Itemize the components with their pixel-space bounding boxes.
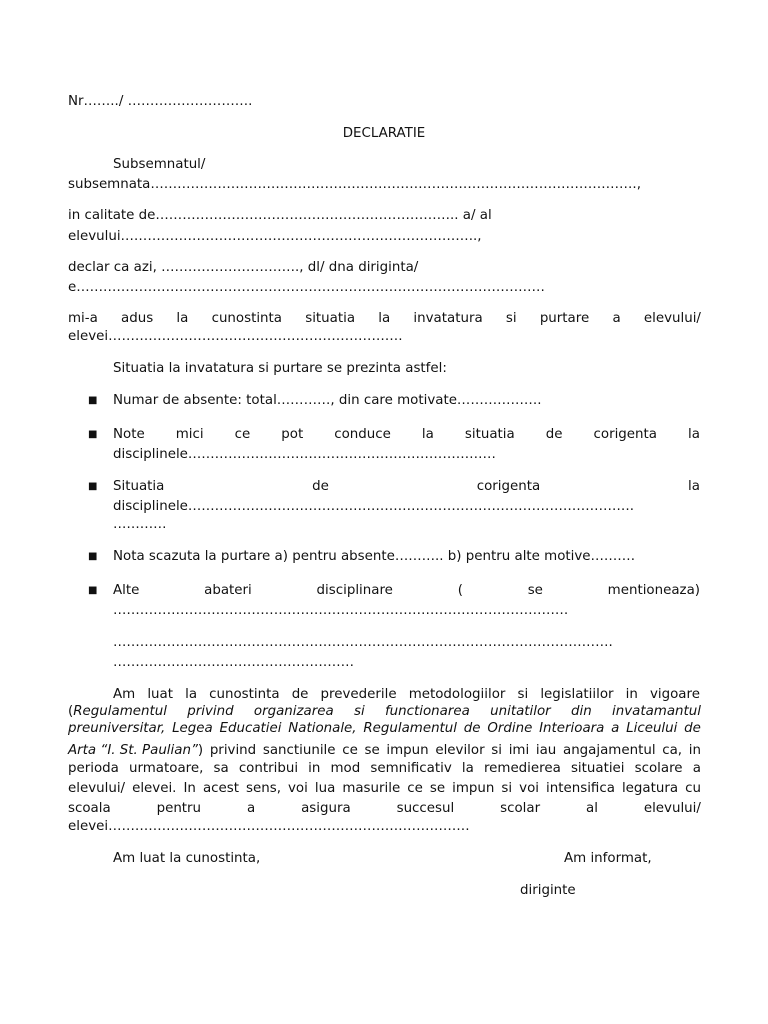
closing-line6 xyxy=(68,780,701,797)
word: pot xyxy=(281,427,304,442)
p4-line2: elevei………………………………………………………… xyxy=(68,329,403,344)
signature-left-label: Am luat la cunostinta, xyxy=(113,851,261,866)
word: abateri xyxy=(204,583,252,598)
word: se xyxy=(364,743,380,758)
word: mi-a xyxy=(68,311,98,326)
word: Situatia xyxy=(113,479,165,494)
word: si xyxy=(505,311,517,326)
word: de xyxy=(312,479,329,494)
word: si xyxy=(517,687,529,702)
word: ) xyxy=(197,743,204,758)
word: a xyxy=(612,311,621,326)
word: functionarea xyxy=(384,704,470,719)
p1-line1: Subsemnatul/ xyxy=(113,157,206,172)
word: Regulamentul xyxy=(363,721,458,736)
closing-line1 xyxy=(113,686,700,703)
word: conduce xyxy=(334,427,391,442)
word: la xyxy=(688,479,700,494)
word: ( xyxy=(457,583,463,598)
word: remedierea xyxy=(483,761,561,776)
word: Regulamentul xyxy=(73,704,167,719)
word: Legea xyxy=(172,721,213,736)
word: mod xyxy=(330,761,361,776)
word: la xyxy=(378,311,391,326)
p2-line1: in calitate de………………………………………………………….. a/ al xyxy=(68,208,492,223)
bullet-marker: ■ xyxy=(88,395,98,406)
bullet-low-grades-line2: disciplinele…………………………………………………………… xyxy=(113,447,496,462)
bullet-other-line1 xyxy=(113,582,700,599)
bullet-absences: Numar de absente: total…………, din care motivate………………. xyxy=(113,393,542,408)
word: urmatoare, xyxy=(129,761,204,776)
bullet-corigenta-line3: ………… xyxy=(113,517,167,532)
p3-line2: e…………………………………………………………………………………………… xyxy=(68,280,545,295)
word: corigenta xyxy=(476,479,541,494)
word: Ordine xyxy=(487,721,533,736)
situation-intro: Situatia la invatatura si purtare se prezinta astfel: xyxy=(113,361,447,376)
word: contribui xyxy=(238,761,299,776)
word: ca, xyxy=(662,743,683,758)
word: Note xyxy=(113,427,145,442)
word: la xyxy=(461,761,474,776)
closing-line3 xyxy=(68,720,701,737)
word: in xyxy=(688,743,701,758)
word: invatatura xyxy=(413,311,483,326)
word: disciplinare xyxy=(316,583,393,598)
word: scolare xyxy=(634,761,683,776)
word: voi xyxy=(519,781,539,796)
word: legislatiilor xyxy=(540,687,614,702)
word: Am xyxy=(113,687,136,702)
closing-line4-rest xyxy=(198,742,701,759)
word: perioda xyxy=(68,761,119,776)
word: intensifica xyxy=(546,781,615,796)
word: al xyxy=(586,801,598,816)
word: si xyxy=(491,743,502,758)
word: iau xyxy=(535,743,557,758)
word: de xyxy=(684,721,701,736)
word: la xyxy=(176,311,189,326)
word: cu xyxy=(685,781,701,796)
word: masurile xyxy=(342,781,401,796)
bullet-marker: ■ xyxy=(88,551,98,562)
word: ce xyxy=(234,427,251,442)
word: voi xyxy=(287,781,308,796)
word: purtare xyxy=(539,311,590,326)
word: unitatilor xyxy=(490,704,551,719)
word: cunostinta xyxy=(209,687,280,702)
word: a xyxy=(611,721,620,736)
word: privind xyxy=(187,704,234,719)
word: pentru xyxy=(156,801,202,816)
word: sens, xyxy=(246,781,281,796)
word: legatura xyxy=(621,781,679,796)
word: in xyxy=(625,687,638,702)
bullet-conduct-grade: Nota scazuta la purtare a) pentru absente……….. b) pentru alte motive………. xyxy=(113,549,635,564)
word: sa xyxy=(213,761,229,776)
word: elevului/ xyxy=(643,801,701,816)
word: la xyxy=(185,687,198,702)
bullet-corigenta-line1 xyxy=(113,478,700,495)
word: din xyxy=(570,704,592,719)
word: elevei. xyxy=(132,781,177,796)
word: lua xyxy=(314,781,336,796)
word: Nationale, xyxy=(288,721,357,736)
word: succesul xyxy=(396,801,455,816)
closing-line2-italic xyxy=(73,703,701,720)
word: ce xyxy=(342,743,358,758)
bullet-corigenta-line2: disciplinele………………………………………………………………………………………. xyxy=(113,499,635,514)
bullet-other-line4: ……………………………………………… xyxy=(113,655,355,670)
word: de xyxy=(291,687,309,702)
word: elevului/ xyxy=(68,781,126,796)
word: organizarea xyxy=(253,704,334,719)
word: elevului/ xyxy=(643,311,701,326)
word: la xyxy=(421,427,434,442)
word: in xyxy=(308,761,321,776)
word: mentioneaza) xyxy=(607,583,700,598)
word: In xyxy=(183,781,196,796)
word: la xyxy=(688,427,700,442)
word: si xyxy=(353,704,365,719)
word: scoala xyxy=(68,801,111,816)
word: corigenta xyxy=(593,427,657,442)
open-paren: ( xyxy=(68,704,74,719)
p2-line2: elevului…………………………………………………………………….., xyxy=(68,229,482,244)
word: se xyxy=(429,781,446,796)
word: Liceului xyxy=(626,721,678,736)
closing-line2 xyxy=(68,703,701,720)
signature-role: diriginte xyxy=(520,883,576,898)
word: luat xyxy=(147,687,173,702)
word: a xyxy=(692,761,701,776)
word: impun xyxy=(386,743,429,758)
word: situatia xyxy=(464,427,515,442)
word: ce xyxy=(407,781,423,796)
closing-line4 xyxy=(68,742,701,759)
word: preuniversitar, xyxy=(68,721,166,736)
word: de xyxy=(545,427,563,442)
word: Interioara xyxy=(539,721,605,736)
closing-line5 xyxy=(68,760,701,777)
bullet-low-grades-line1 xyxy=(113,426,700,443)
word: cunostinta xyxy=(211,311,282,326)
word: prevederile xyxy=(320,687,397,702)
word: semnificativ xyxy=(370,761,452,776)
closing-line8: elevei……………………………………………………………………… xyxy=(68,819,470,834)
bullet-other-line3: …………………………………………………………………………………………………. xyxy=(113,635,613,650)
p4-line1 xyxy=(68,310,701,327)
word: asigura xyxy=(301,801,351,816)
word: si xyxy=(501,781,513,796)
bullet-marker: ■ xyxy=(88,429,98,440)
word: privind xyxy=(209,743,257,758)
closing-line7 xyxy=(68,800,701,817)
p1-line2: subsemnata………………………………………………………………………………………………., xyxy=(68,177,641,192)
word: metodologiilor xyxy=(408,687,506,702)
word: de xyxy=(463,721,481,736)
word: sanctiunile xyxy=(262,743,336,758)
word: vigoare xyxy=(649,687,700,702)
bullet-marker: ■ xyxy=(88,585,98,596)
word: situatiei xyxy=(570,761,625,776)
p3-line1: declar ca azi, …………………………., dl/ dna diriginta/ xyxy=(68,260,419,275)
word: acest xyxy=(202,781,239,796)
word: se xyxy=(527,583,543,598)
word: mici xyxy=(175,427,204,442)
word: scolar xyxy=(500,801,541,816)
word: Educatiei xyxy=(219,721,282,736)
word: elevilor xyxy=(435,743,485,758)
bullet-marker: ■ xyxy=(88,481,98,492)
word: a xyxy=(246,801,256,816)
signature-right-label: Am informat, xyxy=(564,851,652,866)
word: Alte xyxy=(113,583,140,598)
word: angajamentul xyxy=(562,743,656,758)
word: invatamantul xyxy=(611,704,701,719)
document-number: Nr……../ ………………………. xyxy=(68,94,253,109)
document-title: DECLARATIE xyxy=(342,126,426,141)
bullet-other-line2: ………………………………………………………………………………………… xyxy=(113,603,569,618)
word: situatia xyxy=(305,311,356,326)
school-name: Arta “I. St. Paulian” xyxy=(68,743,198,758)
word: adus xyxy=(121,311,154,326)
word: imi xyxy=(508,743,530,758)
word: impun xyxy=(452,781,495,796)
